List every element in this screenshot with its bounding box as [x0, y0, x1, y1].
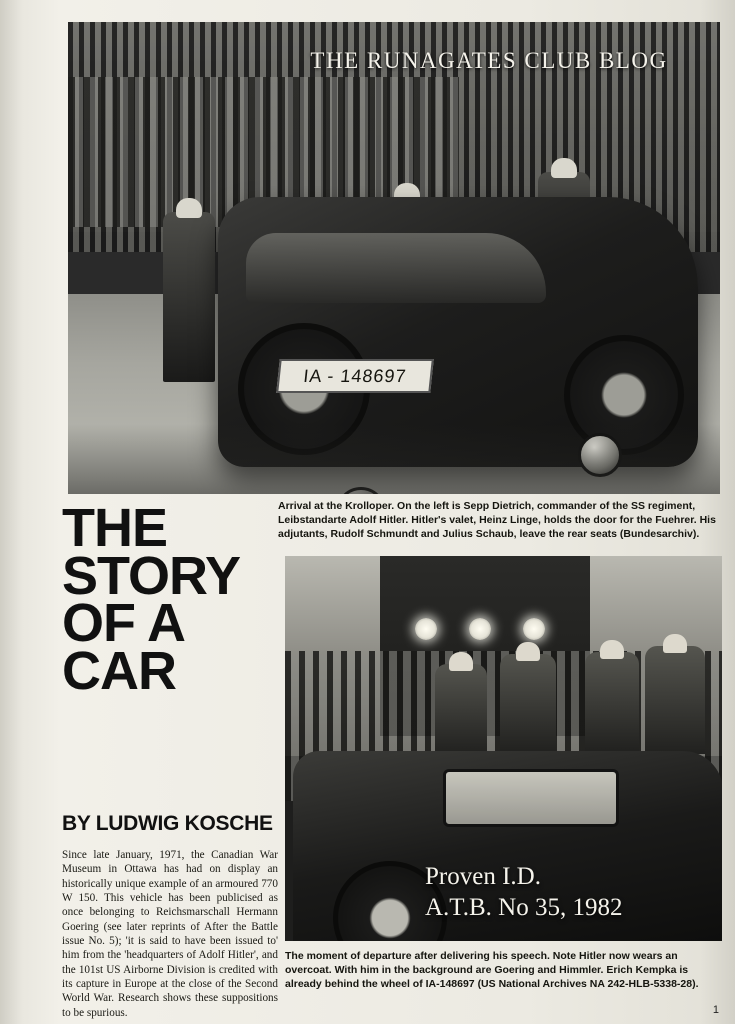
photo-figure-head — [449, 652, 473, 671]
article-byline: BY LUDWIG KOSCHE — [62, 812, 273, 835]
photo-overlay-annotation — [425, 862, 622, 923]
photo-standing-officer-left — [163, 212, 215, 382]
photo-car-windshield — [443, 769, 619, 827]
headline-line-3: OF A — [62, 593, 185, 654]
page-number: 1 — [712, 1004, 719, 1016]
photo-lamp-3 — [523, 618, 545, 640]
photo-figure-head — [551, 158, 577, 178]
top-photo-caption: Arrival at the Krolloper. On the left is Sepp Dietrich, commander of the SS regiment, Leibstandarte Adolf Hitler. Hitler's valet, Heinz Linge, holds the door for the Fuehrer. His adjutants, Rudolf Schmundt and Julius Schaub, leave the rear seats (Bundesarchiv). — [278, 500, 716, 540]
photo-figure-head — [176, 198, 202, 218]
photo-foreground-shadow — [68, 424, 720, 494]
article-headline — [62, 498, 272, 701]
blog-banner-title: THE RUNAGATES CLUB BLOG — [310, 48, 668, 73]
overlay-source-reference: A.T.B. No 35, 1982 — [425, 893, 623, 921]
headline-line-4: CAR — [62, 640, 176, 701]
photo-saluting-figure — [645, 646, 705, 754]
photo-figure-head — [516, 642, 540, 661]
photo-lamp-1 — [415, 618, 437, 640]
headline-line-1: THE — [62, 498, 167, 558]
photo-licence-plate: IA - 148697 — [276, 359, 434, 393]
article-body-text: Since late January, 1971, the Canadian War Museum in Ottawa has had on display an historically unique example of an armoured 770 W 150. This vehicle has been publicised as once belonging to Reichsmarschall Hermann Goering (see later reprints of After the Battle issue No. 5); 'it is said to have been issued to' him from the 'headquarters of Adolf Hitler', and the 101st US Airborne Division is credited with its capture in Europe at the close of the Second World War. Research shows these suppositions to be spurious. — [62, 849, 278, 1019]
photo-standing-figure-2 — [500, 654, 556, 752]
bottom-photograph — [285, 556, 722, 941]
photo-standing-figure-1 — [435, 664, 487, 754]
photo-figure-head — [663, 634, 687, 653]
overlay-proven-id: Proven I.D. — [425, 863, 541, 890]
headline-line-2: STORY — [62, 545, 241, 606]
photo-standing-figure-3 — [585, 652, 639, 752]
photo-entrance-lights — [415, 618, 545, 640]
top-photograph — [68, 22, 720, 494]
photo-lamp-2 — [469, 618, 491, 640]
photo-figure-head — [600, 640, 624, 659]
bottom-photo-caption: The moment of departure after delivering his speech. Note Hitler now wears an overcoat. With him in the background are Goering and Himmler. Erich Kempka is already behind the wheel of IA-148697 (US National Archives NA 242-HLB-5338-28). — [285, 950, 699, 990]
